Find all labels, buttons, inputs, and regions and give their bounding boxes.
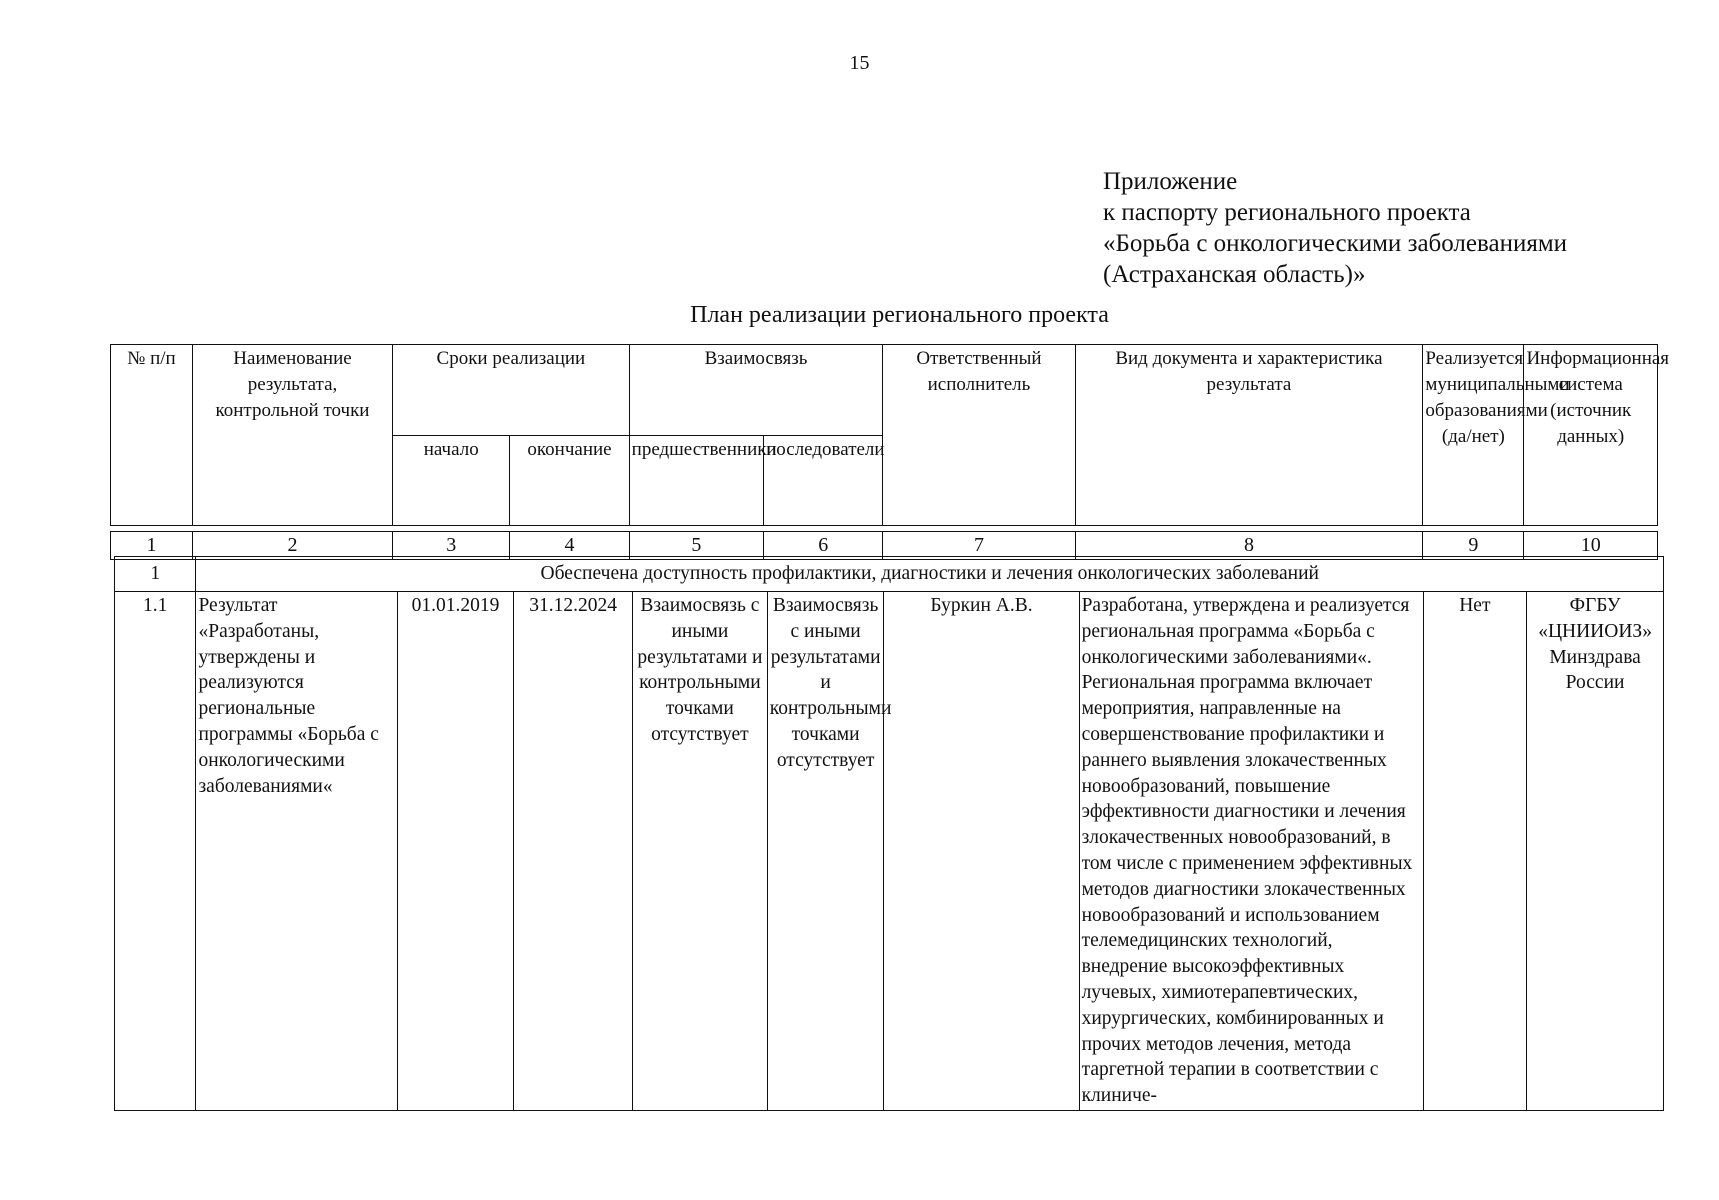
page-number: 15 [849,52,870,74]
column-number: 1 [111,532,193,560]
column-number: 9 [1423,532,1524,560]
header-col-responsible: Ответственный исполнитель [883,345,1075,526]
column-number: 3 [393,532,510,560]
section-row [115,557,1664,592]
header-col-num: № п/п [111,345,193,526]
row-responsible: Буркин А.В. [884,592,1079,1111]
row-predecessors: Взаимосвязь с иными результатами и контрольными точками отсутствует [632,592,767,1111]
plan-table-body [114,556,1664,1111]
header-col-info-system: Информационная система (источник данных) [1524,345,1658,526]
header-col-name: Наименование результата, контрольной точки [192,345,392,526]
column-number: 7 [883,532,1075,560]
header-col-municipal: Реализуется муниципальными образованиями (да/нет) [1423,345,1524,526]
header-col-predecessors: предшественники [629,435,763,526]
appendix-line-1: Приложение [1103,168,1238,195]
column-number: 10 [1524,532,1658,560]
column-number: 5 [629,532,763,560]
column-number: 6 [764,532,883,560]
plan-title: План реализации регионального проекта [690,302,1109,328]
column-number: 8 [1075,532,1423,560]
row-municipal: Нет [1423,592,1527,1111]
column-number: 4 [510,532,629,560]
section-title: Обеспечена доступность профилактики, диагностики и лечения онкологических заболеваний [196,557,1664,592]
header-group-dates: Сроки реализации [393,345,630,436]
row-info-system: ФГБУ «ЦНИИОИЗ» Минздрава России [1527,592,1664,1111]
appendix-line-3: «Борьба с онкологическими заболеваниями [1103,230,1568,257]
appendix-block [1103,166,1567,290]
header-col-successors: последователи [764,435,883,526]
section-number: 1 [115,557,196,592]
table-row [115,592,1664,1111]
row-start-date: 01.01.2019 [397,592,514,1111]
row-document: Разработана, утверждена и реализуется региональная программа «Борьба с онкологическими заболеваниями«. Региональная программа включает мероприятия, направленные на совершенствование профилактики и раннего выявления злокачественных новообразований, повышение эффективности диагностики и лечения злокачественных новообразований, в том числе с применением эффективных методов диагностики злокачественных новообразований и использованием телемедицинских технологий, внедрение высокоэффективных лучевых, химиотерапевтических, хирургических, комбинированных и прочих методов лечения, метода таргетной терапии в соответствии с клиниче- [1079,592,1423,1111]
column-number: 2 [192,532,392,560]
header-group-links: Взаимосвязь [629,345,883,436]
appendix-line-2: к паспорту регионального проекта [1103,199,1471,226]
plan-table-header [110,344,1670,526]
header-col-document: Вид документа и характеристика результата [1075,345,1423,526]
row-name: Результат «Разработаны, утверждены и реализуются региональные программы «Борьба с онкологическими заболеваниями« [196,592,397,1111]
row-number: 1.1 [115,592,196,1111]
header-col-start: начало [393,435,510,526]
appendix-line-4: (Астраханская область)» [1103,261,1366,288]
row-end-date: 31.12.2024 [514,592,633,1111]
header-col-end: окончание [510,435,629,526]
row-successors: Взаимосвязь с иными результатами и контрольными точками отсутствует [767,592,884,1111]
